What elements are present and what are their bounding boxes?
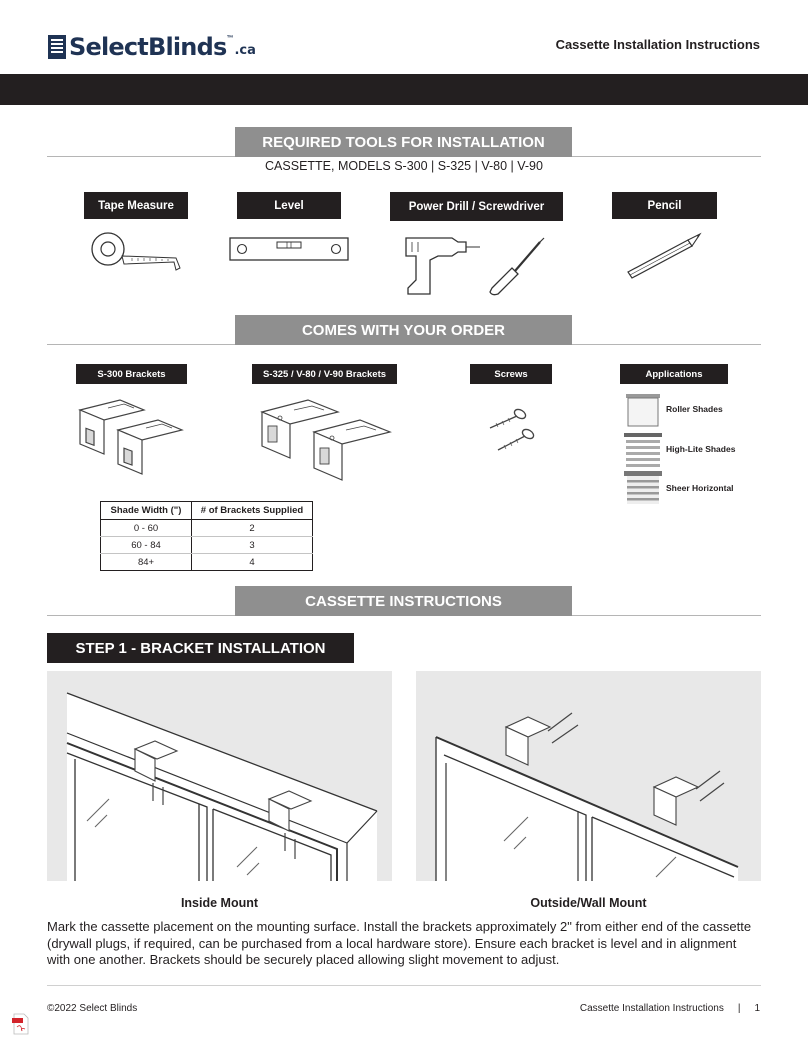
footer-copyright: ©2022 Select Blinds [47, 1003, 138, 1014]
screw-icon [486, 404, 536, 456]
tool-label-drill: Power Drill / Screwdriver [390, 192, 563, 221]
step-1-instructions: Mark the cassette placement on the mounting surface. Install the brackets approximately 2" from either end of the cassette (drywall plugs, if required, can be purchased from a local hardware store). Ensure each bracket is level and in alignment with one another. Brackets should be securely placed allowing slight movement to adjust. [47, 919, 752, 967]
item-label-applications: Applications [620, 364, 728, 384]
pencil-icon [626, 232, 704, 280]
s325-bracket-icon [254, 396, 394, 488]
outside-mount-caption: Outside/Wall Mount [530, 896, 647, 910]
logo-trademark: ™ [226, 35, 234, 42]
table-header-width: Shade Width (") [101, 502, 192, 520]
application-sheer-horizontal: Sheer Horizontal [666, 483, 734, 493]
select-blinds-logo[interactable] [48, 31, 256, 61]
roller-shade-icon [624, 393, 664, 427]
item-label-s325: S-325 / V-80 / V-90 Brackets [252, 364, 397, 384]
item-label-screws: Screws [470, 364, 552, 384]
tool-label-tape-measure: Tape Measure [84, 192, 188, 219]
logo-blind-icon [48, 35, 66, 59]
high-lite-shade-icon [624, 433, 664, 467]
tools-section-title: REQUIRED TOOLS FOR INSTALLATION [235, 127, 572, 157]
pdf-file-icon[interactable] [12, 1013, 30, 1035]
item-label-s300: S-300 Brackets [76, 364, 187, 384]
table-row [101, 520, 313, 537]
level-icon [229, 236, 351, 264]
table-cell-brackets: 2 [192, 520, 313, 537]
s300-bracket-icon [74, 396, 190, 480]
application-roller-shades: Roller Shades [666, 404, 723, 414]
footer-separator: | [737, 1003, 741, 1014]
logo-text: SelectBlinds [69, 33, 227, 61]
outside-mount-illustration [416, 671, 761, 881]
footer-doc-title: Cassette Installation Instructions [579, 1003, 724, 1014]
tools-subtitle: CASSETTE, MODELS S-300 | S-325 | V-80 | V-90 [265, 159, 543, 173]
footer-right [580, 1003, 760, 1014]
table-cell-brackets: 3 [192, 537, 313, 554]
step-1-title: STEP 1 - BRACKET INSTALLATION [47, 633, 354, 663]
inside-mount-caption: Inside Mount [180, 896, 259, 910]
sheer-horizontal-icon [624, 471, 664, 505]
inside-mount-drawing [47, 671, 392, 881]
instructions-section-title: CASSETTE INSTRUCTIONS [235, 586, 572, 616]
table-cell-width: 84+ [101, 554, 192, 571]
table-row [101, 537, 313, 554]
table-row [101, 554, 313, 571]
drill-screwdriver-icon [400, 230, 550, 298]
bracket-count-table [100, 501, 313, 571]
logo-suffix: .ca [234, 43, 256, 58]
table-cell-width: 60 - 84 [101, 537, 192, 554]
tape-measure-icon [88, 228, 188, 274]
inside-mount-illustration [47, 671, 392, 881]
header-doc-title: Cassette Installation Instructions [555, 37, 760, 52]
table-header-row [101, 502, 313, 520]
tool-label-level: Level [237, 192, 341, 219]
order-section-title: COMES WITH YOUR ORDER [235, 315, 572, 345]
footer-divider [47, 985, 761, 986]
table-cell-width: 0 - 60 [101, 520, 192, 537]
outside-mount-drawing [416, 671, 761, 881]
application-high-lite-shades: High-Lite Shades [666, 444, 736, 454]
header-band [0, 74, 808, 105]
table-header-brackets: # of Brackets Supplied [192, 502, 313, 520]
page-number: 1 [754, 1003, 760, 1014]
table-cell-brackets: 4 [192, 554, 313, 571]
tool-label-pencil: Pencil [612, 192, 717, 219]
